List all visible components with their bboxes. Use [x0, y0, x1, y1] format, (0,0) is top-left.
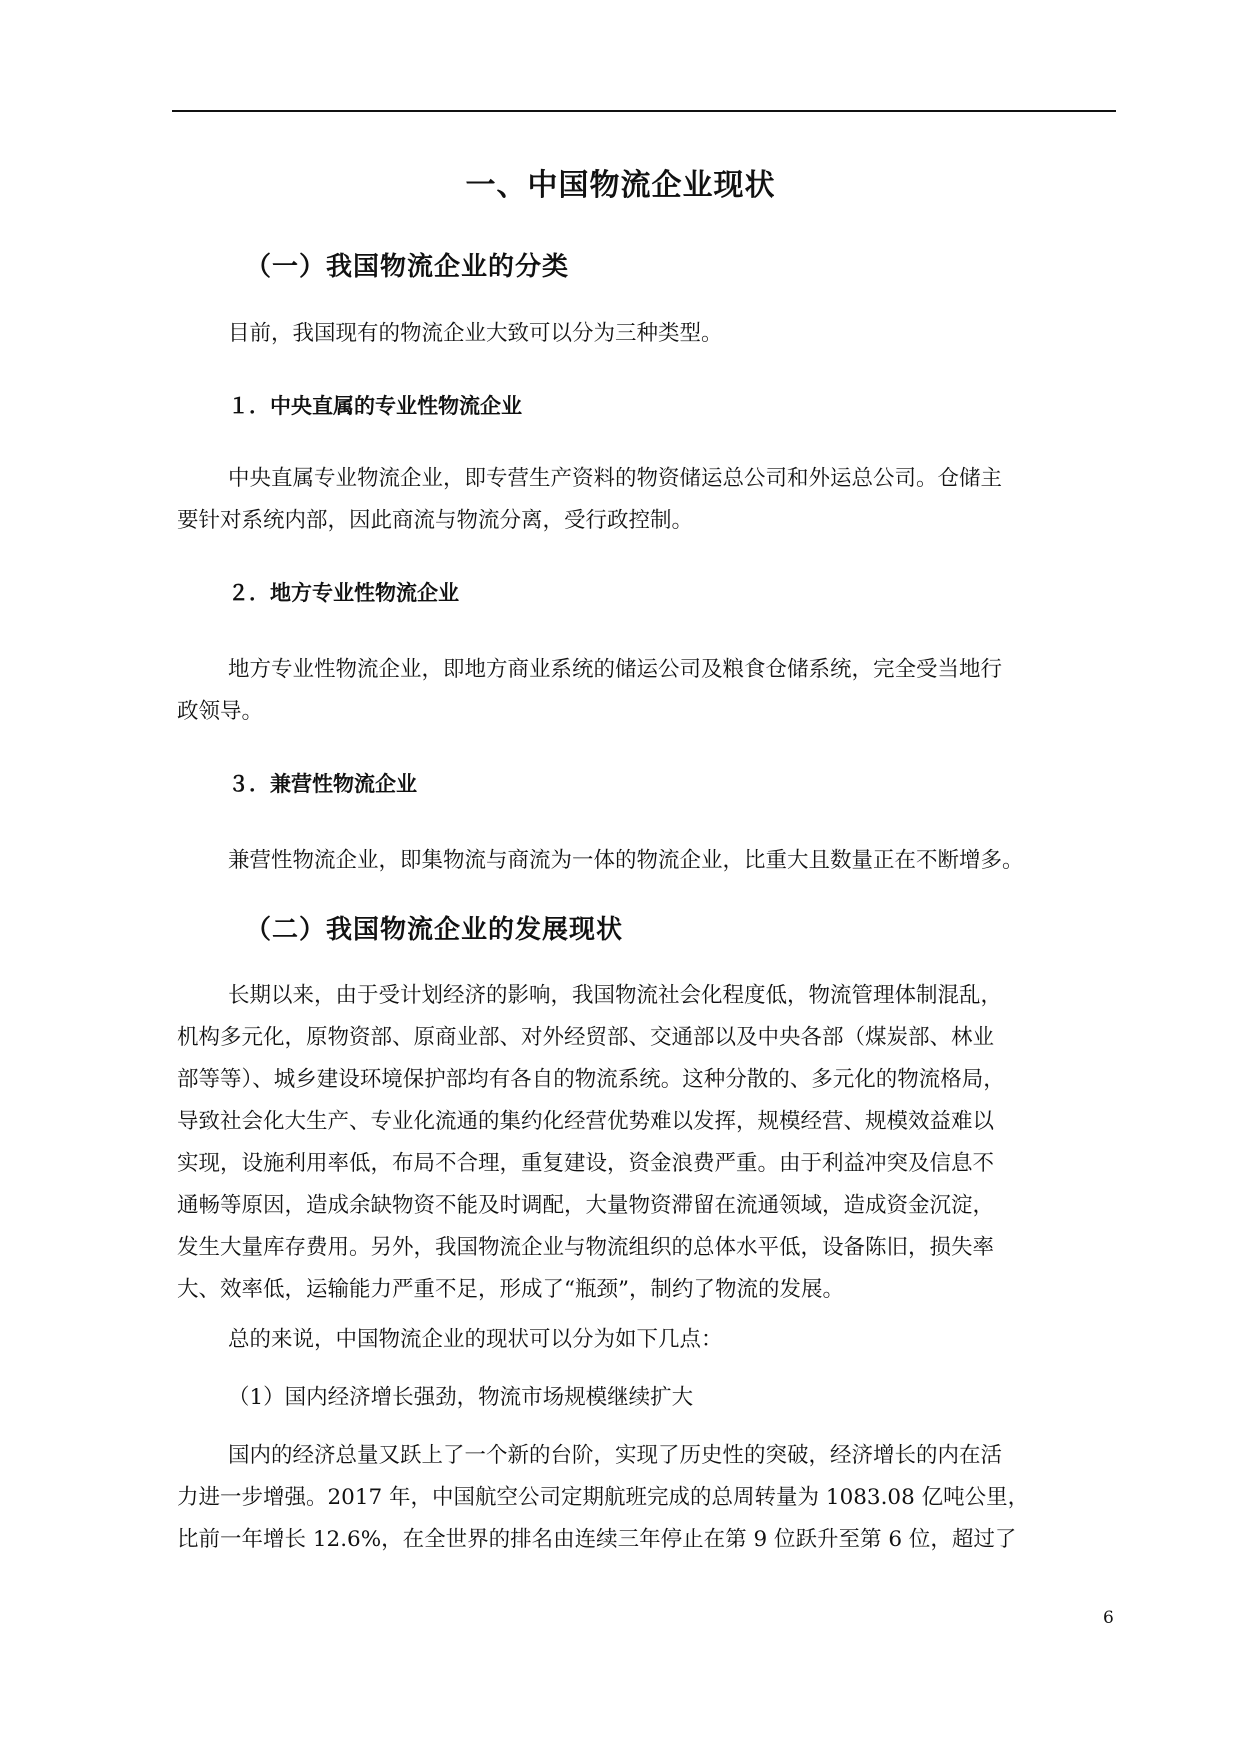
paragraph-line: 要针对系统内部，因此商流与物流分离，受行政控制。: [177, 508, 694, 533]
paragraph-line: 兼营性物流企业，即集物流与商流为一体的物流企业，比重大且数量正在不断增多。: [228, 848, 1024, 873]
page-number: 6: [1103, 1608, 1114, 1628]
paragraph-line: 大、效率低，运输能力严重不足，形成了“瓶颈”，制约了物流的发展。: [177, 1277, 844, 1302]
section-heading-2: （二）我国物流企业的发展现状: [245, 915, 624, 945]
paragraph-line: 比前一年增长 12.6%，在全世界的排名由连续三年停止在第 9 位跃升至第 6 位，超过了: [177, 1527, 1017, 1552]
paragraph-line: 导致社会化大生产、专业化流通的集约化经营优势难以发挥，规模经营、规模效益难以: [177, 1109, 995, 1134]
subheading-3: ３．兼营性物流企业: [228, 772, 417, 796]
subheading-1: １．中央直属的专业性物流企业: [228, 394, 522, 418]
paragraph-line: 国内的经济总量又跃上了一个新的台阶，实现了历史性的突破，经济增长的内在活: [228, 1443, 1003, 1468]
paragraph-line: 发生大量库存费用。另外，我国物流企业与物流组织的总体水平低，设备陈旧，损失率: [177, 1235, 995, 1260]
subheading-2: ２．地方专业性物流企业: [228, 581, 459, 605]
section-heading-1: （一）我国物流企业的分类: [245, 252, 570, 282]
paragraph-line: 政领导。: [177, 699, 264, 724]
paragraph-line: 地方专业性物流企业，即地方商业系统的储运公司及粮食仓储系统，完全受当地行: [228, 657, 1003, 682]
paragraph-line: 中央直属专业物流企业，即专营生产资料的物资储运总公司和外运总公司。仓储主: [228, 466, 1003, 491]
paragraph-line: 力进一步增强。2017 年，中国航空公司定期航班完成的总周转量为 1083.08 亿吨公里，: [177, 1485, 1030, 1510]
paragraph-line: 机构多元化，原物资部、原商业部、对外经贸部、交通部以及中央各部（煤炭部、林业: [177, 1025, 995, 1050]
paragraph-line: 长期以来，由于受计划经济的影响，我国物流社会化程度低，物流管理体制混乱，: [228, 983, 1003, 1008]
header-rule: [172, 110, 1116, 112]
section-intro: 目前，我国现有的物流企业大致可以分为三种类型。: [228, 321, 723, 346]
summary-line: 总的来说，中国物流企业的现状可以分为如下几点：: [228, 1327, 723, 1352]
page-title: 一、中国物流企业现状: [465, 168, 776, 203]
paragraph-line: 部等等）、城乡建设环境保护部均有各自的物流系统。这种分散的、多元化的物流格局，: [177, 1067, 1005, 1092]
paragraph-line: 通畅等原因，造成余缺物资不能及时调配，大量物资滞留在流通领域，造成资金沉淀，: [177, 1193, 995, 1218]
paragraph-line: 实现，设施利用率低，布局不合理，重复建设，资金浪费严重。由于利益冲突及信息不: [177, 1151, 995, 1176]
point-heading: （1）国内经济增长强劲，物流市场规模继续扩大: [228, 1385, 694, 1410]
